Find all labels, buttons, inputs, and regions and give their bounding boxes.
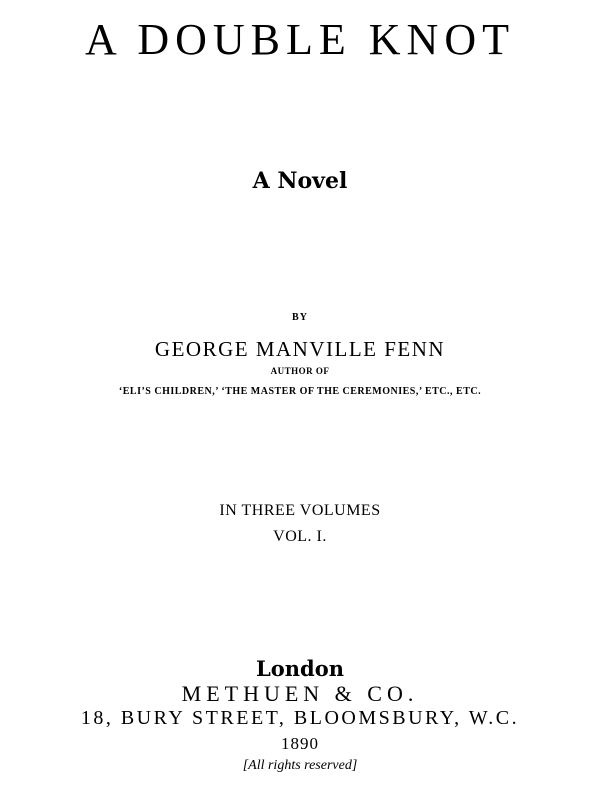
author-of-label: AUTHOR OF	[270, 366, 330, 376]
publication-year: 1890	[281, 734, 319, 753]
publisher-address: 18, BURY STREET, BLOOMSBURY, W.C.	[80, 707, 520, 729]
author-name: GEORGE MANVILLE FENN	[154, 337, 446, 361]
previous-works: ‘ELI’S CHILDREN,’ ‘THE MASTER OF THE CEREMONIES,’ ETC., ETC.	[118, 386, 482, 397]
volumes-note: IN THREE VOLUMES	[219, 502, 381, 519]
by-label: BY	[292, 312, 308, 323]
book-title: A DOUBLE KNOT	[85, 15, 515, 64]
publication-place: London	[256, 656, 344, 681]
volume-number: VOL. I.	[273, 528, 327, 545]
publisher-name: METHUEN & CO.	[181, 681, 419, 706]
rights-notice: [All rights reserved]	[242, 758, 358, 773]
book-subtitle: A Novel	[252, 168, 348, 194]
